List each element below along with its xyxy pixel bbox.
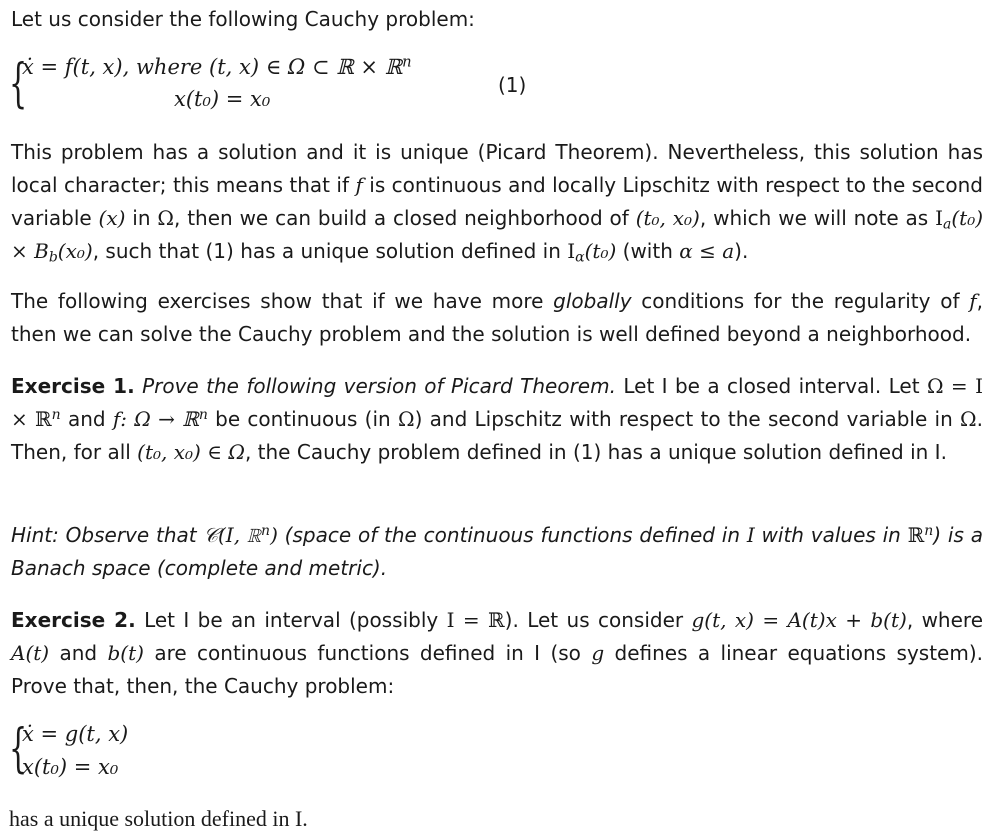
system1-line1: ẋ = f(t, x), where (t, x) ∈ Ω ⊂ ℝ × ℝ$^n$	[22, 53, 412, 79]
left-brace-icon: {	[9, 54, 28, 114]
intro-text: Let us consider the following Cauchy problem:	[11, 7, 475, 31]
paragraph-global: The following exercises show that if we have more globally conditions for the regularity of f, then we can solve the Cauchy problem and the solution is well defined beyond a neighborhood.	[11, 289, 983, 346]
left-brace-icon-2: {	[9, 719, 28, 779]
paragraph-picard: This problem has a solution and it is unique (Picard Theorem). Nevertheless, this solution has local character; this means that if f is continuous and locally Lipschitz with respect to the second variable (x) in Ω, then we can build a closed neighborhood of (t₀, x₀), which we will note as $I_a(t_0) \times B_b(x_0)$, such that (1) has a unique solution defined in $I_\alpha(t_0)$ (with α ≤ a).	[11, 140, 984, 266]
system1-line2: x(t₀) = x₀	[174, 87, 271, 111]
exercise-2: Exercise 2. Let I be an interval (possibly I = ℝ). Let us consider g(t, x) = A(t)x + b(t), where A(t) and b(t) are continuous functions defined in I (so g defines a linear equations system). Prove that, then, the Cauchy problem:	[11, 608, 983, 698]
final-statement: has a unique solution defined in I.	[9, 806, 308, 831]
system2-line2: x(t₀) = x₀	[22, 755, 119, 779]
hint: Hint: Observe that 𝒞(I, ℝ$^n$) (space of the continuous functions defined in I with values in ℝ$^n$) is a Banach space (complete and metric).	[11, 523, 983, 580]
exercise-2-title: Exercise 2.	[11, 608, 136, 632]
exercise-1: Exercise 1. Prove the following version of Picard Theorem. Let I be a closed interval. Let Ω = I × ℝ$^n$ and f: Ω → ℝ$^n$ be continuous (in Ω) and Lipschitz with respect to the second variable in Ω. Then, for all (t₀, x₀) ∈ Ω, the Cauchy problem defined in (1) has a unique solution defined in I.	[11, 374, 983, 464]
equation-label: (1)	[498, 73, 527, 97]
exercise-1-title: Exercise 1.	[11, 374, 135, 398]
system2-line1: ẋ = g(t, x)	[22, 722, 129, 746]
